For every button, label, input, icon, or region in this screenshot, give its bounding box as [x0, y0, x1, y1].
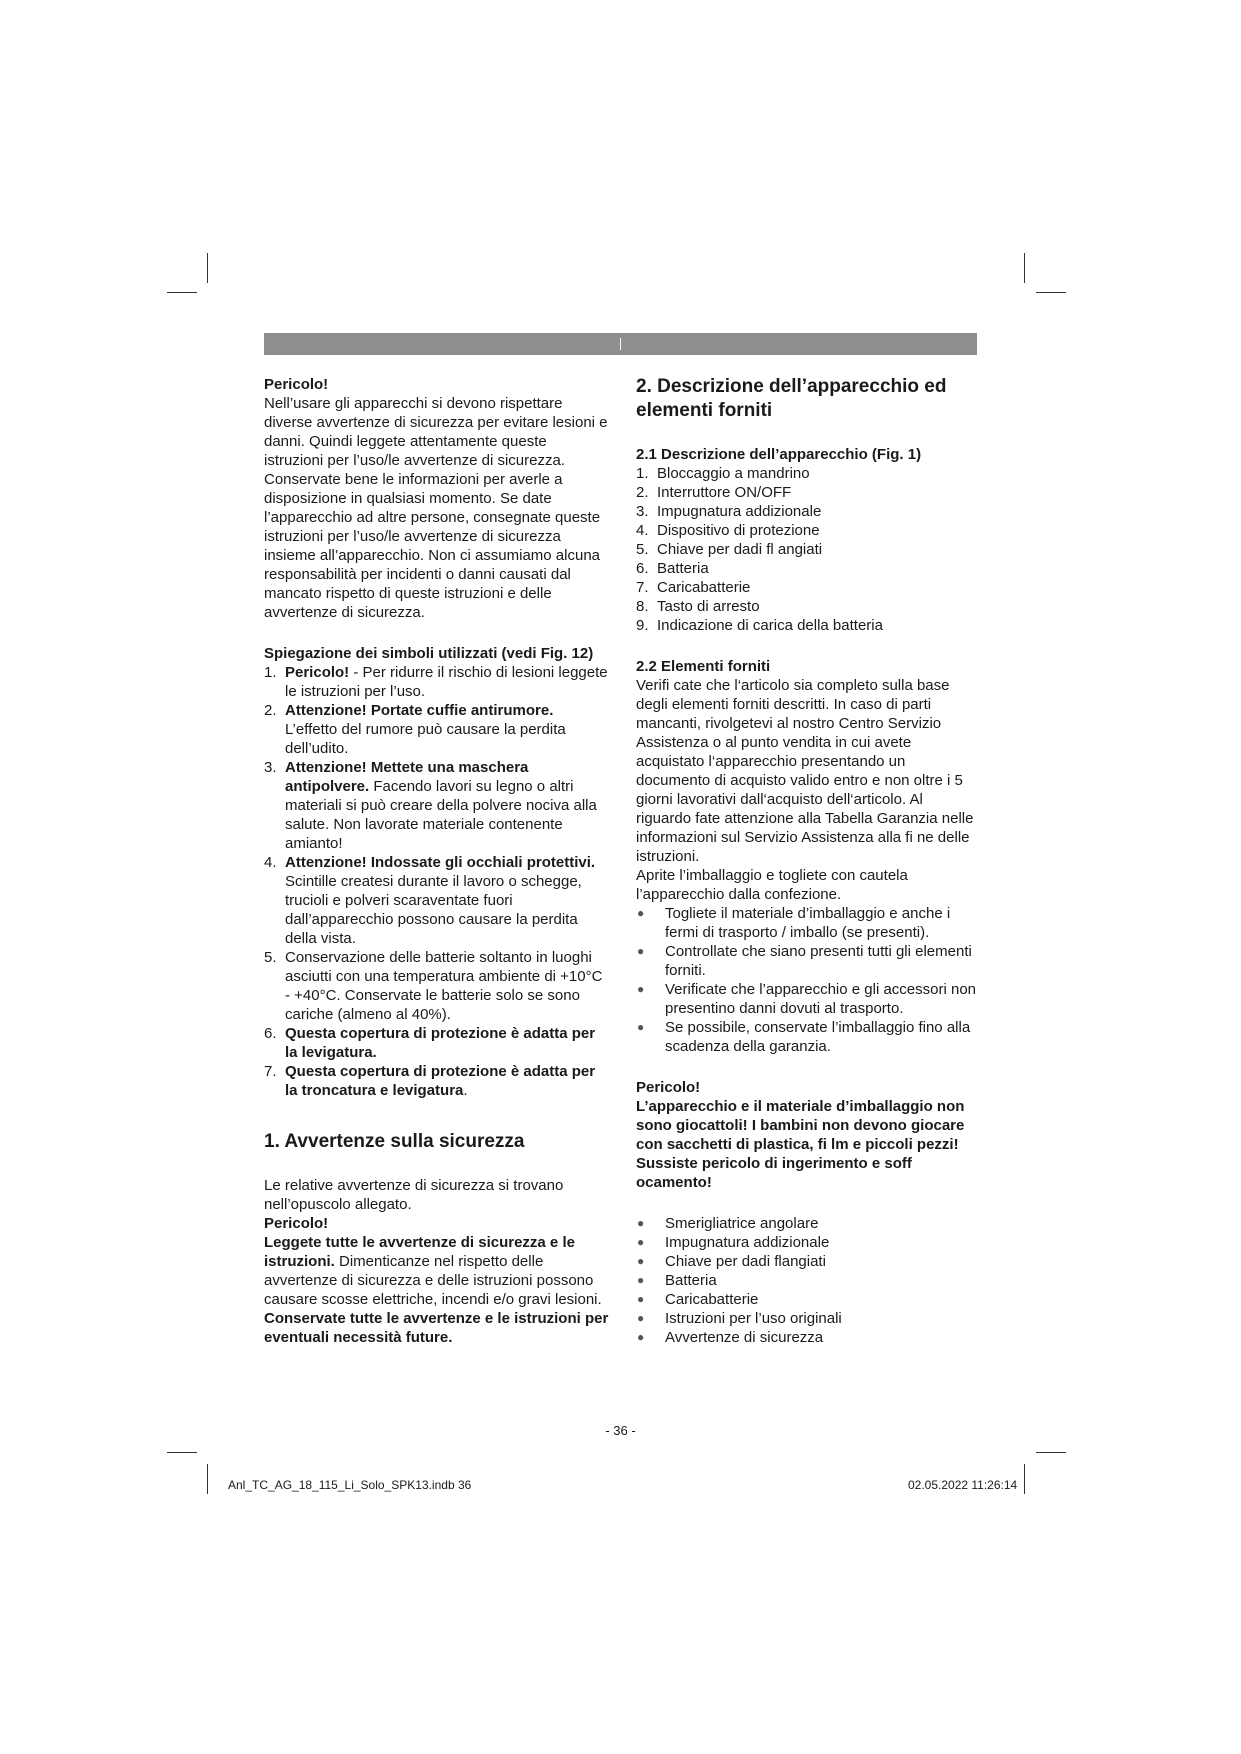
danger-title: Pericolo!: [636, 1079, 701, 1096]
subsection-2-2-text-2: Aprite l’imballaggio e togliete con cautela l’apparecchio dalla confezione.: [636, 867, 908, 903]
item-number: 1.: [264, 664, 277, 681]
bullet-icon: ●: [637, 944, 645, 958]
item-normal: .: [463, 1082, 468, 1099]
symbol-item: [264, 758, 609, 853]
bullet-icon: ●: [637, 1311, 645, 1325]
timestamp: 02.05.2022 11:26:14: [908, 1478, 1018, 1492]
item-text: [285, 758, 609, 853]
item-normal: L’effetto del rumore può causare la perdita dell’udito.: [285, 721, 566, 757]
unpack-step: [636, 904, 981, 942]
danger-text: Nell’usare gli apparecchi si devono rispettare diverse avvertenze di sicurezza per evitare lesioni e danni. Quindi leggete attentamente queste istruzioni per l’uso/le avvertenze di sicurezza. Conservate bene le informazioni per averle a disposizione in qualsiasi momento. Se date l’apparecchio ad altre persone, consegnate queste istruzioni per l’uso/le avvertenze di sicurezza insieme all’apparecchio. Non ci assumiamo alcuna responsabilità per incidenti o danni causati dal mancato rispetto di queste istruzioni e delle avvertenze di sicurezza.: [264, 395, 608, 621]
item-text: Istruzioni per l’uso originali: [665, 1310, 842, 1327]
delivered-item: [636, 1252, 981, 1271]
part-item: [636, 540, 981, 559]
item-bold: Attenzione! Mettete una maschera antipolvere.: [285, 759, 529, 795]
symbol-item: [264, 853, 609, 948]
item-normal: Scintille createsi durante il lavoro o schegge, trucioli e polveri scaraventate fuori dall’apparecchio possono causare la perdita della vista.: [285, 873, 582, 947]
item-text: [285, 1024, 609, 1062]
bullet-icon: ●: [637, 982, 645, 996]
item-text: Batteria: [665, 1272, 717, 1289]
page-number: - 36 -: [605, 1423, 636, 1438]
item-text: Controllate che siano presenti tutti gli elementi forniti.: [665, 943, 972, 979]
item-number: 3.: [636, 503, 649, 520]
danger-title: Pericolo!: [264, 1215, 329, 1232]
item-text: Dispositivo di protezione: [657, 522, 820, 539]
unpack-step: [636, 942, 981, 980]
unpack-step: [636, 980, 981, 1018]
language-marker: [620, 338, 621, 350]
item-number: 5.: [636, 541, 649, 558]
subsection-2-2-title: 2.2 Elementi forniti: [636, 658, 771, 675]
symbol-item: [264, 663, 609, 701]
item-text: Indicazione di carica della batteria: [657, 617, 883, 634]
item-text: Verificate che l’apparecchio e gli accessori non presentino danni dovuti al trasporto.: [665, 981, 977, 1017]
item-text: Impugnatura addizionale: [665, 1234, 830, 1251]
item-text: Se possibile, conservate l’imballaggio fino alla scadenza della garanzia.: [665, 1019, 971, 1055]
part-item: [636, 502, 981, 521]
delivered-item: [636, 1290, 981, 1309]
item-number: 1.: [636, 465, 649, 482]
crop-mark: [167, 1452, 197, 1453]
bullet-icon: ●: [637, 1216, 645, 1230]
item-normal: Facendo lavori su legno o altri materiali si può creare della polvere nociva alla salute. Non lavorate materiale contenente amianto!: [285, 778, 597, 852]
danger-normal: Dimenticanze nel rispetto delle avvertenze di sicurezza e delle istruzioni possono causare scosse elettriche, incendi e/o gravi lesioni.: [264, 1253, 602, 1308]
item-text: Batteria: [657, 560, 709, 577]
item-text: [285, 701, 609, 758]
delivered-item: [636, 1214, 981, 1233]
danger-bold: Leggete tutte le avvertenze di sicurezza e le istruzioni.: [264, 1234, 575, 1270]
left-column: [264, 375, 609, 1347]
item-text: Caricabatterie: [665, 1291, 759, 1308]
item-number: 6.: [636, 560, 649, 577]
danger-text: [264, 1233, 609, 1309]
file-name: Anl_TC_AG_18_115_Li_Solo_SPK13.indb 36: [228, 1478, 472, 1492]
danger-text: L’apparecchio e il materiale d’imballaggio non sono giocattoli! I bambini non devono giocare con sacchetti di plastica, fi lm e piccoli pezzi! Sussiste pericolo di ingerimento e soff ocamento!: [636, 1098, 965, 1191]
crop-mark: [167, 292, 197, 293]
item-text: [285, 1062, 609, 1100]
bullet-icon: ●: [637, 1235, 645, 1249]
bullet-icon: ●: [637, 1273, 645, 1287]
part-item: [636, 559, 981, 578]
item-bold: Attenzione! Portate cuffie antirumore.: [285, 702, 554, 719]
crop-mark: [1036, 292, 1066, 293]
danger-bold-closing: Conservate tutte le avvertenze e le istruzioni per eventuali necessità future.: [264, 1310, 609, 1346]
item-bold: Pericolo!: [285, 664, 350, 681]
symbols-list: [264, 663, 609, 1100]
item-text: Smerigliatrice angolare: [665, 1215, 819, 1232]
part-item: [636, 578, 981, 597]
item-number: 6.: [264, 1025, 277, 1042]
bullet-icon: ●: [637, 1020, 645, 1034]
item-text: Interruttore ON/OFF: [657, 484, 792, 501]
delivered-item: [636, 1309, 981, 1328]
bullet-icon: ●: [637, 1254, 645, 1268]
part-item: [636, 616, 981, 635]
item-bold: Questa copertura di protezione è adatta per la levigatura.: [285, 1025, 596, 1061]
item-text: Chiave per dadi flangiati: [665, 1253, 826, 1270]
section-1-text: Le relative avvertenze di sicurezza si trovano nell’opuscolo allegato.: [264, 1177, 564, 1213]
item-number: 2.: [264, 702, 277, 719]
item-number: 7.: [264, 1063, 277, 1080]
bullet-icon: ●: [637, 906, 645, 920]
part-item: [636, 521, 981, 540]
item-text: [285, 948, 609, 1024]
item-text: [285, 663, 609, 701]
item-number: 2.: [636, 484, 649, 501]
part-item: [636, 483, 981, 502]
part-item: [636, 464, 981, 483]
symbol-item: [264, 1062, 609, 1100]
unpack-steps-list: [636, 904, 981, 1056]
subsection-2-1-title: 2.1 Descrizione dell’apparecchio (Fig. 1): [636, 446, 922, 463]
crop-mark: [207, 253, 208, 283]
crop-mark: [1036, 1452, 1066, 1453]
item-normal: Conservazione delle batterie soltanto in luoghi asciutti con una temperatura ambiente di +10°C - +40°C. Conservate le batterie solo se sono cariche (almeno al 40%).: [285, 949, 603, 1023]
section-2-title: 2. Descrizione dell’apparecchio ed elementi forniti: [636, 376, 947, 421]
delivered-item: [636, 1233, 981, 1252]
item-text: Caricabatterie: [657, 579, 751, 596]
delivered-item: [636, 1328, 981, 1347]
item-text: Bloccaggio a mandrino: [657, 465, 810, 482]
item-text: [285, 853, 609, 948]
symbols-title: Spiegazione dei simboli utilizzati (vedi Fig. 12): [264, 645, 594, 662]
bullet-icon: ●: [637, 1330, 645, 1344]
item-text: Impugnatura addizionale: [657, 503, 822, 520]
crop-mark: [1024, 253, 1025, 283]
subsection-2-2-text: Verifi cate che l‘articolo sia completo sulla base degli elementi forniti descritti. In caso di parti mancanti, rivolgetevi al nostro Centro Servizio Assistenza o al punto vendita in cui avete acquistato l‘apparecchio presentando un documento di acquisto valido entro e non oltre i 5 giorni lavorativi dall‘acquisto dell‘articolo. Al riguardo fate attenzione alla Tabella Garanzia nelle informazioni sul Servizio Assistenza alla fi ne delle istruzioni.: [636, 677, 974, 865]
item-bold: Questa copertura di protezione è adatta per la troncatura e levigatura: [285, 1063, 596, 1099]
parts-list: [636, 464, 981, 635]
crop-mark: [207, 1464, 208, 1494]
part-item: [636, 597, 981, 616]
bullet-icon: ●: [637, 1292, 645, 1306]
item-text: Chiave per dadi fl angiati: [657, 541, 823, 558]
item-bold: Attenzione! Indossate gli occhiali protettivi.: [285, 854, 596, 871]
section-1-title: 1. Avvertenze sulla sicurezza: [264, 1131, 525, 1152]
danger-title: Pericolo!: [264, 376, 329, 393]
item-number: 9.: [636, 617, 649, 634]
delivered-item: [636, 1271, 981, 1290]
item-number: 4.: [264, 854, 277, 871]
symbol-item: [264, 1024, 609, 1062]
item-text: Avvertenze di sicurezza: [665, 1329, 824, 1346]
item-number: 7.: [636, 579, 649, 596]
crop-mark: [1024, 1464, 1025, 1494]
item-number: 5.: [264, 949, 277, 966]
symbol-item: [264, 948, 609, 1024]
delivered-items-list: [636, 1214, 981, 1347]
item-number: 4.: [636, 522, 649, 539]
item-number: 8.: [636, 598, 649, 615]
item-number: 3.: [264, 759, 277, 776]
item-text: Tasto di arresto: [657, 598, 760, 615]
symbol-item: [264, 701, 609, 758]
item-text: Togliete il materiale d’imballaggio e anche i fermi di trasporto / imballo (se presenti).: [665, 905, 951, 941]
unpack-step: [636, 1018, 981, 1056]
right-column: [636, 375, 981, 1347]
item-normal: - Per ridurre il rischio di lesioni leggete le istruzioni per l’uso.: [285, 664, 608, 700]
